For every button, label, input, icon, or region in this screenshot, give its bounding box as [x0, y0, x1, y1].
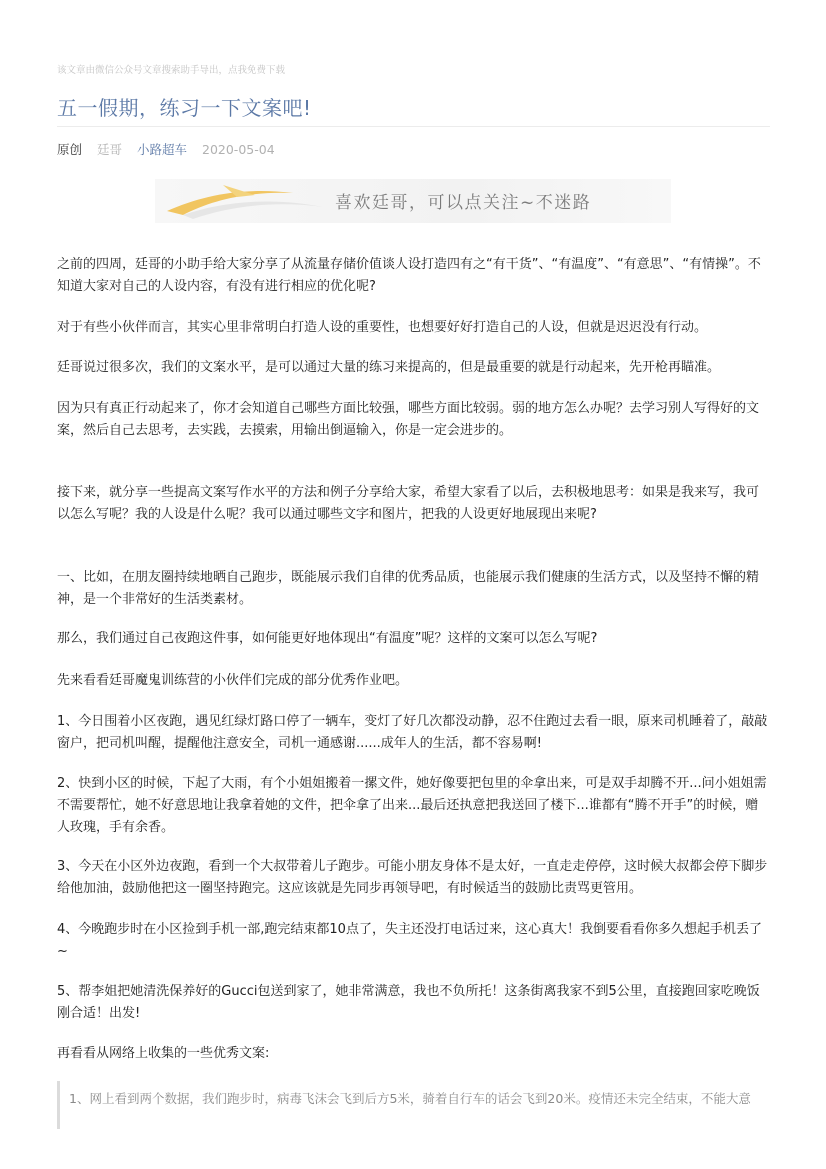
original-tag: 原创: [57, 142, 83, 157]
paragraph: 2、快到小区的时候，下起了大雨，有个小姐姐搬着一摞文件，她好像要把包里的伞拿出来，可是双手却腾不开...问小姐姐需不需要帮忙，她不好意思地让我拿着她的文件，把伞拿了出来...最后还执意把我送回了楼下...谁都有“腾不开手”的时候，赠人玫瑰，手有余香。: [57, 776, 767, 835]
blockquote-text: 1、网上看到两个数据，我们跑步时，病毒飞沫会飞到后方5米，骑着自行车的话会飞到20米。疫情还未完全结束，不能大意: [69, 1091, 751, 1106]
article-title: 五一假期，练习一下文案吧!: [57, 96, 312, 120]
account-name-link[interactable]: 小路超车: [137, 142, 188, 157]
paragraph: 3、今天在小区外边夜跑，看到一个大叔带着儿子跑步。可能小朋友身体不是太好，一直走走停停，这时候大叔都会停下脚步给他加油，鼓励他把这一圈坚持跑完。这应该就是先同步再领导吧，有时候适当的鼓励比责骂更管用。: [57, 859, 768, 896]
author-name: 廷哥: [97, 142, 123, 157]
paragraph: 廷哥说过很多次，我们的文案水平，是可以通过大量的练习来提高的，但是最重要的就是行动起来，先开枪再瞄准。: [57, 360, 721, 375]
blockquote: [57, 1081, 773, 1129]
follow-banner: [155, 179, 671, 223]
paragraph: 1、今日围着小区夜跑，遇见红绿灯路口停了一辆车，变灯了好几次都没动静，忍不住跑过去看一眼，原来司机睡着了，敲敲窗户，把司机叫醒，提醒他注意安全，司机一通感谢......成年人的生活，都不容易啊!: [57, 714, 768, 751]
publish-date: 2020-05-04: [202, 142, 275, 157]
paragraph: 对于有些小伙伴而言，其实心里非常明白打造人设的重要性，也想要好好打造自己的人设，但就是迟迟没有行动。: [57, 320, 708, 335]
paragraph: 再看看从网络上收集的一些优秀文案:: [57, 1046, 270, 1061]
paragraph: 4、今晚跑步时在小区捡到手机一部,跑完结束都10点了，失主还没打电话过来，这心真大！我倒要看看你多久想起手机丢了~: [57, 922, 762, 959]
article-meta: [57, 140, 286, 158]
follow-banner-text: 喜欢廷哥，可以点关注~不迷路: [335, 193, 592, 213]
paper-plane-swoosh-icon: [163, 181, 333, 221]
paragraph: 因为只有真正行动起来了，你才会知道自己哪些方面比较强，哪些方面比较弱。弱的地方怎么办呢？去学习别人写得好的文案，然后自己去思考，去实践，去摸索，用输出倒逼输入，你是一定会进步的。: [57, 401, 760, 438]
paragraph: 之前的四周，廷哥的小助手给大家分享了从流量存储价值谈人设打造四有之“有干货”、“有温度”、“有意思”、“有情操”。不知道大家对自己的人设内容，有没有进行相应的优化呢?: [57, 257, 761, 294]
paragraph: 先来看看廷哥魔鬼训练营的小伙伴们完成的部分优秀作业吧。: [57, 673, 409, 688]
title-divider: [57, 126, 770, 127]
paragraph: 那么，我们通过自己夜跑这件事，如何能更好地体现出“有温度”呢？这样的文案可以怎么写呢?: [57, 631, 598, 646]
paragraph: 一、比如，在朋友圈持续地晒自己跑步，既能展示我们自律的优秀品质，也能展示我们健康的生活方式，以及坚持不懈的精神，是一个非常好的生活类素材。: [57, 570, 760, 607]
paragraph: 接下来，就分享一些提高文案写作水平的方法和例子分享给大家，希望大家看了以后，去积极地思考：如果是我来写，我可以怎么写呢？我的人设是什么呢？我可以通过哪些文字和图片，把我的人设更好地展现出来呢?: [57, 485, 760, 522]
export-notice-link[interactable]: 该文章由微信公众号文章搜索助手导出，点我免费下载: [57, 65, 286, 76]
paragraph: 5、帮李姐把她清洗保养好的Gucci包送到家了，她非常满意，我也不负所托！这条街离我家不到5公里，直接跑回家吃晚饭刚合适！出发!: [57, 984, 760, 1021]
